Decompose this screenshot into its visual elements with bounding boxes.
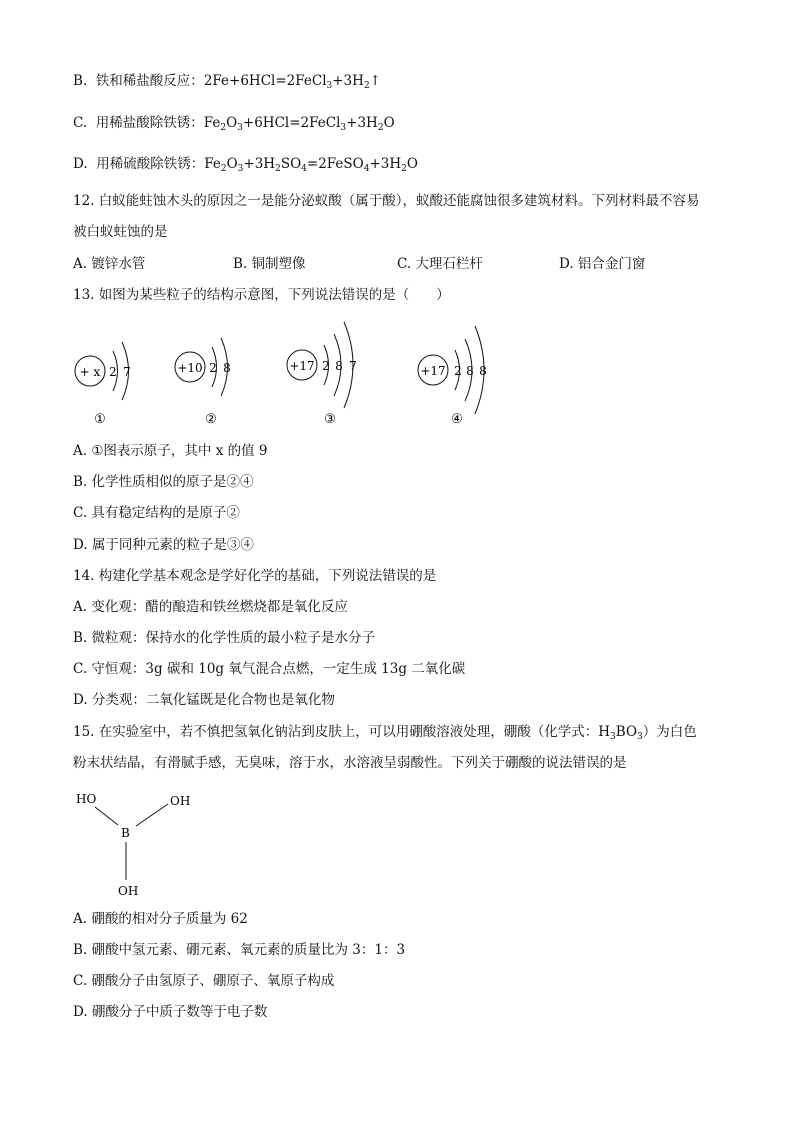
particle-structure-diagram [60, 316, 580, 436]
q15-option-a: A. 硼酸的相对分子质量为 62 [73, 911, 248, 927]
structure-group-oh-right: OH [170, 794, 191, 808]
particle-1-label: ① [94, 412, 106, 427]
q15-option-c: C. 硼酸分子由氢原子、硼原子、氧原子构成 [73, 973, 335, 989]
particle-3-shell-count: 7 [349, 359, 357, 373]
q14-option-a: A. 变化观：醋的酿造和铁丝燃烧都是氧化反应 [73, 599, 348, 615]
particle-2-label: ② [205, 412, 217, 427]
q15-option-b: B. 硼酸中氢元素、硼元素、氧元素的质量比为 3：1：3 [73, 942, 406, 958]
q12-option-c: C. 大理石栏杆 [397, 256, 483, 272]
particle-3-label: ③ [324, 412, 336, 427]
q13-option-a: A. ①图表示原子，其中 x 的值 9 [73, 443, 268, 459]
particle-4-shell-count: 8 [479, 364, 487, 378]
particle-3 [287, 322, 357, 427]
particle-4-nucleus-label: +17 [420, 364, 446, 378]
particle-4-shell-count: 8 [466, 364, 474, 378]
particle-1-shell-count: 2 [109, 365, 117, 379]
q13-option-d: D. 属于同种元素的粒子是③④ [73, 537, 254, 553]
q15-stem-line2: 粉末状结晶，有滑腻手感，无臭味，溶于水，水溶液呈弱酸性。下列关于硼酸的说法错误的是 [73, 755, 627, 771]
particle-3-shell-count: 2 [322, 359, 330, 373]
particle-4 [418, 326, 487, 427]
structure-group-ho: HO [76, 792, 97, 806]
q15-option-d: D. 硼酸分子中质子数等于电子数 [73, 1004, 268, 1020]
q12-option-d: D. 铝合金门窗 [559, 256, 646, 272]
particle-4-label: ④ [451, 412, 463, 427]
particle-2-nucleus-label: +10 [177, 361, 203, 375]
q12-stem-line2: 被白蚁蛀蚀的是 [73, 224, 168, 240]
structure-bond [95, 807, 118, 825]
q14-stem: 14. 构建化学基本观念是学好化学的基础，下列说法错误的是 [73, 568, 437, 584]
q11-option-d: D. 用稀硫酸除铁锈：$Fe_2O_3+3H_2SO_4=2FeSO_4+3H_2O$ [73, 156, 418, 174]
q15-stem-line1: 15. 在实验室中，若不慎把氢氧化钠沾到皮肤上，可以用硼酸溶液处理，硼酸（化学式：$H_3BO_3$）为白色 [73, 724, 697, 742]
q11-option-b: B. 铁和稀盐酸反应：$2Fe+6HCl=2FeCl_3+3H_2↑$ [73, 73, 381, 91]
particle-4-shell-count: 2 [454, 364, 462, 378]
q11-option-c: C. 用稀盐酸除铁锈：$Fe_2O_3+6HCl=2FeCl_3+3H_2O$ [73, 115, 395, 133]
particle-2-shell-count: 2 [209, 361, 217, 375]
particle-1-shell-count: 7 [123, 365, 131, 379]
q12-option-b: B. 铜制塑像 [233, 256, 306, 272]
structure-center-b: B [121, 826, 130, 840]
q12-stem-line1: 12. 白蚁能蛀蚀木头的原因之一是能分泌蚁酸（属于酸），蚁酸还能腐蚀很多建筑材料。下列材料最不容易 [73, 193, 700, 209]
q13-option-c: C. 具有稳定结构的是原子② [73, 505, 240, 521]
particle-1-nucleus-label: + x [79, 365, 101, 379]
boric-acid-structure [70, 780, 220, 900]
q14-option-b: B. 微粒观：保持水的化学性质的最小粒子是水分子 [73, 630, 376, 646]
q13-option-b: B. 化学性质相似的原子是②④ [73, 474, 254, 490]
q12-option-a: A. 镀锌水管 [73, 256, 146, 272]
particle-3-nucleus-label: +17 [289, 359, 315, 373]
particle-2-shell-count: 8 [223, 361, 231, 375]
particle-3-shell-count: 8 [335, 359, 343, 373]
structure-bond [136, 804, 168, 826]
particle-1 [75, 342, 131, 427]
q14-option-c: C. 守恒观：3g 碳和 10g 氧气混合点燃，一定生成 13g 二氧化碳 [73, 661, 466, 677]
q14-option-d: D. 分类观：二氧化锰既是化合物也是氧化物 [73, 692, 335, 708]
q13-stem: 13. 如图为某些粒子的结构示意图，下列说法错误的是（ ） [73, 287, 450, 303]
structure-group-oh-bottom: OH [118, 884, 139, 898]
particle-2 [175, 338, 231, 427]
